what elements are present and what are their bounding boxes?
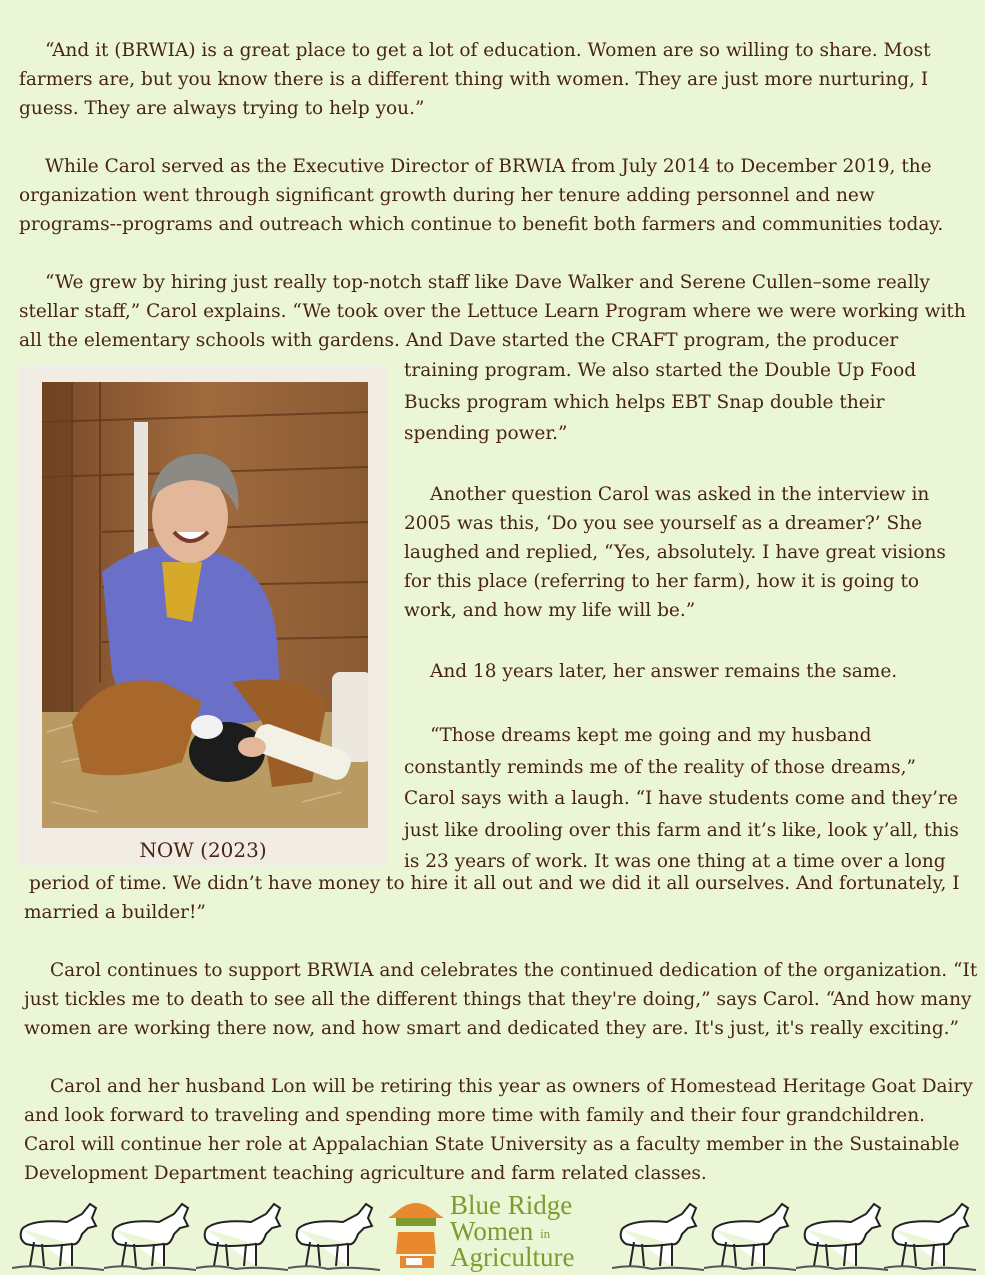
- text-line: Carol will continue her role at Appalachian State University as a faculty member in the Sustainable: [24, 1134, 960, 1155]
- text-line: “And it (BRWIA) is a great place to get a lot of education. Women are so willing to share. Most: [45, 40, 931, 61]
- text-line: work, and how my life will be.”: [404, 600, 696, 621]
- carol-photo: [42, 382, 368, 828]
- text-line: And 18 years later, her answer remains the same.: [430, 661, 898, 682]
- paragraph-1: [19, 36, 931, 123]
- text-line: Bucks program which helps EBT Snap double their: [404, 391, 885, 413]
- brwia-logo-icon: [386, 1192, 446, 1272]
- logo-women: Women: [450, 1216, 534, 1246]
- text-line: Carol says with a laugh. “I have students come and they’re: [404, 788, 958, 809]
- text-line: women are working there now, and how smart and dedicated they are. It's just, it's really exciting.”: [24, 1018, 959, 1039]
- goat-illustration: [704, 1194, 796, 1274]
- text-line: just tickles me to death to see all the different things that they're doing,” says Carol. “And how many: [24, 989, 972, 1010]
- paragraph-2: [19, 152, 943, 239]
- paragraph-6: [404, 720, 959, 878]
- paragraph-5: [430, 657, 897, 686]
- text-line: programs--programs and outreach which continue to benefit both farmers and communities today.: [19, 214, 944, 235]
- paragraph-8: [24, 1072, 973, 1188]
- text-line: and look forward to traveling and spending more time with family and their four grandchildren.: [24, 1105, 925, 1126]
- goat-illustration: [104, 1194, 196, 1274]
- paragraph-3-continued: [404, 355, 916, 450]
- text-line: 2005 was this, ‘Do you see yourself as a dreamer?’ She: [404, 513, 923, 534]
- text-line: Development Department teaching agriculture and farm related classes.: [24, 1163, 707, 1184]
- text-line: constantly reminds me of the reality of those dreams,”: [404, 756, 916, 778]
- text-line: “We grew by hiring just really top-notch staff like Dave Walker and Serene Cullen–some really: [45, 272, 931, 293]
- text-line: farmers are, but you know there is a different thing with women. They are just more nurturing, I: [19, 69, 929, 90]
- text-line: is 23 years of work. It was one thing at a time over a long: [404, 851, 946, 872]
- text-line: just like drooling over this farm and it’s like, look y’all, this: [404, 819, 959, 841]
- photo-frame: [18, 366, 388, 866]
- text-line: Another question Carol was asked in the interview in: [430, 484, 930, 505]
- text-line: Carol continues to support BRWIA and celebrates the continued dedication of the organization. “It: [50, 960, 978, 981]
- paragraph-4: [404, 480, 946, 625]
- text-line: laughed and replied, “Yes, absolutely. I have great visions: [404, 542, 946, 563]
- text-line: for this place (referring to her farm), how it is going to: [404, 571, 920, 592]
- photo-caption: NOW (2023): [139, 838, 267, 862]
- goat-illustration: [288, 1194, 380, 1274]
- text-line: spending power.”: [404, 423, 568, 444]
- goat-illustration: [884, 1194, 976, 1274]
- text-line: While Carol served as the Executive Director of BRWIA from July 2014 to December 2019, the: [45, 156, 932, 177]
- text-line: period of time. We didn’t have money to hire it all out and we did it all ourselves. And fortunately, I: [29, 873, 960, 894]
- paragraph-7: [24, 956, 977, 1043]
- text-line: Carol and her husband Lon will be retiring this year as owners of Homestead Heritage Goat Dairy: [50, 1076, 973, 1097]
- barn-photo-illustration: [42, 382, 368, 828]
- logo-line-1: Blue Ridge: [450, 1190, 573, 1220]
- goat-illustration: [612, 1194, 704, 1274]
- goat-illustration: [12, 1194, 104, 1274]
- logo-in: in: [540, 1225, 551, 1241]
- goat-illustration: [796, 1194, 888, 1274]
- text-line: “Those dreams kept me going and my husband: [430, 725, 872, 746]
- text-line: married a builder!”: [24, 902, 206, 923]
- logo-line-3: Agriculture: [450, 1242, 575, 1272]
- text-line: guess. They are always trying to help you.”: [19, 98, 425, 119]
- paragraph-3: [19, 268, 966, 355]
- goat-illustration: [196, 1194, 288, 1274]
- text-line: training program. We also started the Double Up Food: [404, 360, 917, 381]
- text-line: stellar staff,” Carol explains. “We took over the Lettuce Learn Program where we were working with: [19, 301, 966, 322]
- text-line: all the elementary schools with gardens. And Dave started the CRAFT program, the producer: [19, 330, 899, 351]
- text-line: organization went through significant growth during her tenure adding personnel and new: [19, 185, 875, 206]
- footer-banner: [0, 1190, 985, 1275]
- paragraph-6-continued: [24, 869, 960, 927]
